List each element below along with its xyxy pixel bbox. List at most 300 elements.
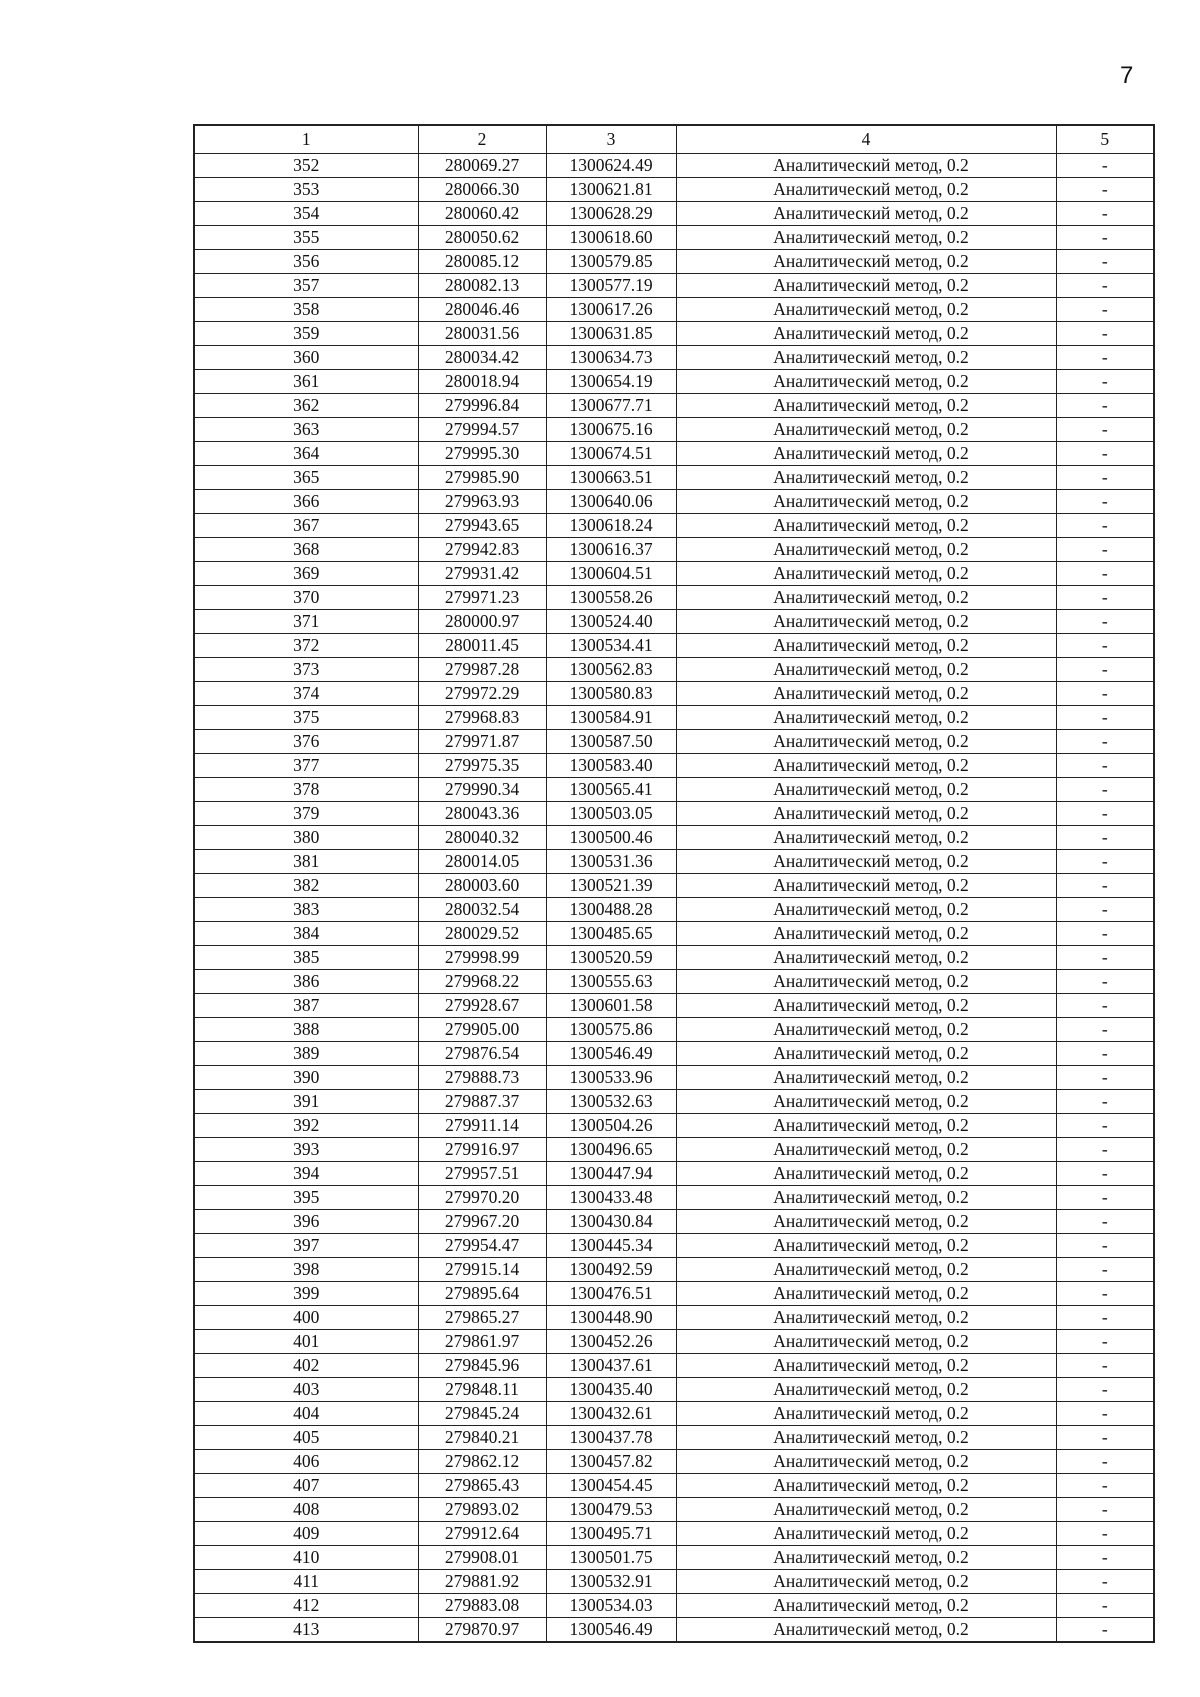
note-cell: - [1056, 490, 1154, 514]
point-number-cell: 389 [194, 1042, 418, 1066]
point-number-cell: 373 [194, 658, 418, 682]
note-cell: - [1056, 346, 1154, 370]
point-number-cell: 401 [194, 1330, 418, 1354]
method-cell: Аналитический метод, 0.2 [676, 1546, 1056, 1570]
y-coordinate-cell: 1300583.40 [546, 754, 676, 778]
x-coordinate-cell: 279931.42 [418, 562, 546, 586]
point-number-cell: 407 [194, 1474, 418, 1498]
note-cell: - [1056, 466, 1154, 490]
table-row [194, 1522, 1154, 1546]
table-row [194, 802, 1154, 826]
note-cell: - [1056, 154, 1154, 178]
y-coordinate-cell: 1300634.73 [546, 346, 676, 370]
y-coordinate-cell: 1300675.16 [546, 418, 676, 442]
method-cell: Аналитический метод, 0.2 [676, 250, 1056, 274]
y-coordinate-cell: 1300479.53 [546, 1498, 676, 1522]
x-coordinate-cell: 279895.64 [418, 1282, 546, 1306]
y-coordinate-cell: 1300476.51 [546, 1282, 676, 1306]
method-cell: Аналитический метод, 0.2 [676, 1354, 1056, 1378]
method-cell: Аналитический метод, 0.2 [676, 586, 1056, 610]
table-row [194, 1234, 1154, 1258]
note-cell: - [1056, 274, 1154, 298]
note-cell: - [1056, 1426, 1154, 1450]
y-coordinate-cell: 1300448.90 [546, 1306, 676, 1330]
point-number-cell: 354 [194, 202, 418, 226]
method-cell: Аналитический метод, 0.2 [676, 802, 1056, 826]
note-cell: - [1056, 658, 1154, 682]
table-row [194, 490, 1154, 514]
x-coordinate-cell: 279971.23 [418, 586, 546, 610]
table-row [194, 394, 1154, 418]
table-row [194, 1018, 1154, 1042]
note-cell: - [1056, 1402, 1154, 1426]
note-cell: - [1056, 634, 1154, 658]
y-coordinate-cell: 1300558.26 [546, 586, 676, 610]
x-coordinate-cell: 279943.65 [418, 514, 546, 538]
x-coordinate-cell: 280014.05 [418, 850, 546, 874]
x-coordinate-cell: 280000.97 [418, 610, 546, 634]
table-row [194, 898, 1154, 922]
table-row [194, 1114, 1154, 1138]
x-coordinate-cell: 280032.54 [418, 898, 546, 922]
header-cell-1: 1 [194, 125, 418, 154]
point-number-cell: 352 [194, 154, 418, 178]
x-coordinate-cell: 279967.20 [418, 1210, 546, 1234]
y-coordinate-cell: 1300584.91 [546, 706, 676, 730]
point-number-cell: 382 [194, 874, 418, 898]
method-cell: Аналитический метод, 0.2 [676, 442, 1056, 466]
table-row [194, 538, 1154, 562]
y-coordinate-cell: 1300503.05 [546, 802, 676, 826]
method-cell: Аналитический метод, 0.2 [676, 682, 1056, 706]
x-coordinate-cell: 279963.93 [418, 490, 546, 514]
note-cell: - [1056, 514, 1154, 538]
method-cell: Аналитический метод, 0.2 [676, 1474, 1056, 1498]
y-coordinate-cell: 1300488.28 [546, 898, 676, 922]
x-coordinate-cell: 279975.35 [418, 754, 546, 778]
x-coordinate-cell: 279985.90 [418, 466, 546, 490]
table-row [194, 1450, 1154, 1474]
table-row [194, 1138, 1154, 1162]
y-coordinate-cell: 1300533.96 [546, 1066, 676, 1090]
method-cell: Аналитический метод, 0.2 [676, 1258, 1056, 1282]
table-row [194, 922, 1154, 946]
note-cell: - [1056, 826, 1154, 850]
method-cell: Аналитический метод, 0.2 [676, 634, 1056, 658]
y-coordinate-cell: 1300621.81 [546, 178, 676, 202]
note-cell: - [1056, 418, 1154, 442]
point-number-cell: 367 [194, 514, 418, 538]
method-cell: Аналитический метод, 0.2 [676, 1306, 1056, 1330]
note-cell: - [1056, 1306, 1154, 1330]
point-number-cell: 384 [194, 922, 418, 946]
point-number-cell: 362 [194, 394, 418, 418]
note-cell: - [1056, 226, 1154, 250]
x-coordinate-cell: 279845.24 [418, 1402, 546, 1426]
method-cell: Аналитический метод, 0.2 [676, 754, 1056, 778]
note-cell: - [1056, 1570, 1154, 1594]
y-coordinate-cell: 1300628.29 [546, 202, 676, 226]
point-number-cell: 381 [194, 850, 418, 874]
method-cell: Аналитический метод, 0.2 [676, 1402, 1056, 1426]
method-cell: Аналитический метод, 0.2 [676, 1522, 1056, 1546]
x-coordinate-cell: 279888.73 [418, 1066, 546, 1090]
x-coordinate-cell: 279915.14 [418, 1258, 546, 1282]
point-number-cell: 375 [194, 706, 418, 730]
method-cell: Аналитический метод, 0.2 [676, 202, 1056, 226]
y-coordinate-cell: 1300604.51 [546, 562, 676, 586]
y-coordinate-cell: 1300500.46 [546, 826, 676, 850]
note-cell: - [1056, 202, 1154, 226]
note-cell: - [1056, 586, 1154, 610]
table-row [194, 658, 1154, 682]
table-row [194, 514, 1154, 538]
point-number-cell: 392 [194, 1114, 418, 1138]
method-cell: Аналитический метод, 0.2 [676, 322, 1056, 346]
note-cell: - [1056, 1066, 1154, 1090]
x-coordinate-cell: 279942.83 [418, 538, 546, 562]
note-cell: - [1056, 802, 1154, 826]
note-cell: - [1056, 1090, 1154, 1114]
method-cell: Аналитический метод, 0.2 [676, 1138, 1056, 1162]
x-coordinate-cell: 279990.34 [418, 778, 546, 802]
table-row [194, 754, 1154, 778]
y-coordinate-cell: 1300579.85 [546, 250, 676, 274]
method-cell: Аналитический метод, 0.2 [676, 1570, 1056, 1594]
x-coordinate-cell: 279876.54 [418, 1042, 546, 1066]
table-row [194, 1546, 1154, 1570]
table-row [194, 1594, 1154, 1618]
table-header-row [194, 125, 1154, 154]
y-coordinate-cell: 1300457.82 [546, 1450, 676, 1474]
x-coordinate-cell: 279928.67 [418, 994, 546, 1018]
note-cell: - [1056, 1498, 1154, 1522]
x-coordinate-cell: 279865.27 [418, 1306, 546, 1330]
y-coordinate-cell: 1300520.59 [546, 946, 676, 970]
y-coordinate-cell: 1300531.36 [546, 850, 676, 874]
y-coordinate-cell: 1300430.84 [546, 1210, 676, 1234]
point-number-cell: 386 [194, 970, 418, 994]
y-coordinate-cell: 1300492.59 [546, 1258, 676, 1282]
method-cell: Аналитический метод, 0.2 [676, 1594, 1056, 1618]
y-coordinate-cell: 1300618.60 [546, 226, 676, 250]
point-number-cell: 399 [194, 1282, 418, 1306]
point-number-cell: 377 [194, 754, 418, 778]
table-row [194, 586, 1154, 610]
method-cell: Аналитический метод, 0.2 [676, 1186, 1056, 1210]
table-row [194, 634, 1154, 658]
table-row [194, 370, 1154, 394]
point-number-cell: 413 [194, 1618, 418, 1643]
y-coordinate-cell: 1300534.03 [546, 1594, 676, 1618]
y-coordinate-cell: 1300674.51 [546, 442, 676, 466]
y-coordinate-cell: 1300433.48 [546, 1186, 676, 1210]
table-row [194, 418, 1154, 442]
y-coordinate-cell: 1300546.49 [546, 1042, 676, 1066]
y-coordinate-cell: 1300532.63 [546, 1090, 676, 1114]
table-row [194, 778, 1154, 802]
table-row [194, 1426, 1154, 1450]
y-coordinate-cell: 1300618.24 [546, 514, 676, 538]
point-number-cell: 378 [194, 778, 418, 802]
note-cell: - [1056, 322, 1154, 346]
y-coordinate-cell: 1300532.91 [546, 1570, 676, 1594]
x-coordinate-cell: 280043.36 [418, 802, 546, 826]
point-number-cell: 372 [194, 634, 418, 658]
table-row [194, 1354, 1154, 1378]
point-number-cell: 371 [194, 610, 418, 634]
y-coordinate-cell: 1300445.34 [546, 1234, 676, 1258]
y-coordinate-cell: 1300565.41 [546, 778, 676, 802]
table-row [194, 1090, 1154, 1114]
note-cell: - [1056, 298, 1154, 322]
note-cell: - [1056, 1234, 1154, 1258]
x-coordinate-cell: 279970.20 [418, 1186, 546, 1210]
note-cell: - [1056, 610, 1154, 634]
method-cell: Аналитический метод, 0.2 [676, 826, 1056, 850]
point-number-cell: 366 [194, 490, 418, 514]
y-coordinate-cell: 1300546.49 [546, 1618, 676, 1643]
x-coordinate-cell: 279916.97 [418, 1138, 546, 1162]
method-cell: Аналитический метод, 0.2 [676, 1042, 1056, 1066]
x-coordinate-cell: 279972.29 [418, 682, 546, 706]
x-coordinate-cell: 279995.30 [418, 442, 546, 466]
method-cell: Аналитический метод, 0.2 [676, 706, 1056, 730]
point-number-cell: 365 [194, 466, 418, 490]
note-cell: - [1056, 898, 1154, 922]
point-number-cell: 409 [194, 1522, 418, 1546]
point-number-cell: 387 [194, 994, 418, 1018]
point-number-cell: 379 [194, 802, 418, 826]
note-cell: - [1056, 1210, 1154, 1234]
x-coordinate-cell: 279911.14 [418, 1114, 546, 1138]
table-row [194, 1162, 1154, 1186]
table-row [194, 322, 1154, 346]
point-number-cell: 369 [194, 562, 418, 586]
table-row [194, 202, 1154, 226]
note-cell: - [1056, 1042, 1154, 1066]
y-coordinate-cell: 1300640.06 [546, 490, 676, 514]
method-cell: Аналитический метод, 0.2 [676, 394, 1056, 418]
point-number-cell: 383 [194, 898, 418, 922]
y-coordinate-cell: 1300601.58 [546, 994, 676, 1018]
x-coordinate-cell: 280034.42 [418, 346, 546, 370]
x-coordinate-cell: 279887.37 [418, 1090, 546, 1114]
table-row [194, 706, 1154, 730]
method-cell: Аналитический метод, 0.2 [676, 658, 1056, 682]
note-cell: - [1056, 178, 1154, 202]
method-cell: Аналитический метод, 0.2 [676, 514, 1056, 538]
x-coordinate-cell: 279987.28 [418, 658, 546, 682]
method-cell: Аналитический метод, 0.2 [676, 1450, 1056, 1474]
point-number-cell: 406 [194, 1450, 418, 1474]
point-number-cell: 358 [194, 298, 418, 322]
note-cell: - [1056, 706, 1154, 730]
x-coordinate-cell: 279994.57 [418, 418, 546, 442]
note-cell: - [1056, 1186, 1154, 1210]
method-cell: Аналитический метод, 0.2 [676, 1378, 1056, 1402]
table-row [194, 970, 1154, 994]
x-coordinate-cell: 279848.11 [418, 1378, 546, 1402]
table-row [194, 682, 1154, 706]
x-coordinate-cell: 280082.13 [418, 274, 546, 298]
method-cell: Аналитический метод, 0.2 [676, 778, 1056, 802]
x-coordinate-cell: 279905.00 [418, 1018, 546, 1042]
note-cell: - [1056, 370, 1154, 394]
method-cell: Аналитический метод, 0.2 [676, 1234, 1056, 1258]
method-cell: Аналитический метод, 0.2 [676, 298, 1056, 322]
x-coordinate-cell: 279968.22 [418, 970, 546, 994]
x-coordinate-cell: 279998.99 [418, 946, 546, 970]
method-cell: Аналитический метод, 0.2 [676, 178, 1056, 202]
y-coordinate-cell: 1300654.19 [546, 370, 676, 394]
x-coordinate-cell: 279996.84 [418, 394, 546, 418]
note-cell: - [1056, 1618, 1154, 1643]
method-cell: Аналитический метод, 0.2 [676, 946, 1056, 970]
table-row [194, 874, 1154, 898]
method-cell: Аналитический метод, 0.2 [676, 490, 1056, 514]
note-cell: - [1056, 1474, 1154, 1498]
table-row [194, 1378, 1154, 1402]
note-cell: - [1056, 1018, 1154, 1042]
table-row [194, 850, 1154, 874]
point-number-cell: 411 [194, 1570, 418, 1594]
x-coordinate-cell: 279865.43 [418, 1474, 546, 1498]
note-cell: - [1056, 874, 1154, 898]
header-cell-3: 3 [546, 125, 676, 154]
y-coordinate-cell: 1300496.65 [546, 1138, 676, 1162]
x-coordinate-cell: 280046.46 [418, 298, 546, 322]
note-cell: - [1056, 1522, 1154, 1546]
method-cell: Аналитический метод, 0.2 [676, 1162, 1056, 1186]
table-row [194, 1306, 1154, 1330]
method-cell: Аналитический метод, 0.2 [676, 1114, 1056, 1138]
y-coordinate-cell: 1300575.86 [546, 1018, 676, 1042]
y-coordinate-cell: 1300631.85 [546, 322, 676, 346]
x-coordinate-cell: 279861.97 [418, 1330, 546, 1354]
method-cell: Аналитический метод, 0.2 [676, 562, 1056, 586]
note-cell: - [1056, 850, 1154, 874]
method-cell: Аналитический метод, 0.2 [676, 1330, 1056, 1354]
point-number-cell: 363 [194, 418, 418, 442]
page-number: 7 [1120, 62, 1134, 89]
method-cell: Аналитический метод, 0.2 [676, 1066, 1056, 1090]
note-cell: - [1056, 1282, 1154, 1306]
table-row [194, 730, 1154, 754]
table-row [194, 1570, 1154, 1594]
y-coordinate-cell: 1300577.19 [546, 274, 676, 298]
x-coordinate-cell: 280018.94 [418, 370, 546, 394]
y-coordinate-cell: 1300485.65 [546, 922, 676, 946]
note-cell: - [1056, 994, 1154, 1018]
note-cell: - [1056, 946, 1154, 970]
note-cell: - [1056, 754, 1154, 778]
note-cell: - [1056, 778, 1154, 802]
x-coordinate-cell: 280066.30 [418, 178, 546, 202]
point-number-cell: 400 [194, 1306, 418, 1330]
point-number-cell: 396 [194, 1210, 418, 1234]
note-cell: - [1056, 1546, 1154, 1570]
method-cell: Аналитический метод, 0.2 [676, 418, 1056, 442]
method-cell: Аналитический метод, 0.2 [676, 610, 1056, 634]
point-number-cell: 376 [194, 730, 418, 754]
point-number-cell: 370 [194, 586, 418, 610]
note-cell: - [1056, 562, 1154, 586]
method-cell: Аналитический метод, 0.2 [676, 730, 1056, 754]
y-coordinate-cell: 1300501.75 [546, 1546, 676, 1570]
table-row [194, 442, 1154, 466]
table-row [194, 1258, 1154, 1282]
y-coordinate-cell: 1300562.83 [546, 658, 676, 682]
coordinates-table [193, 124, 1155, 1643]
point-number-cell: 397 [194, 1234, 418, 1258]
table-row [194, 346, 1154, 370]
note-cell: - [1056, 1114, 1154, 1138]
x-coordinate-cell: 279971.87 [418, 730, 546, 754]
note-cell: - [1056, 1450, 1154, 1474]
x-coordinate-cell: 279881.92 [418, 1570, 546, 1594]
method-cell: Аналитический метод, 0.2 [676, 1018, 1056, 1042]
y-coordinate-cell: 1300454.45 [546, 1474, 676, 1498]
x-coordinate-cell: 280040.32 [418, 826, 546, 850]
method-cell: Аналитический метод, 0.2 [676, 850, 1056, 874]
point-number-cell: 368 [194, 538, 418, 562]
x-coordinate-cell: 280050.62 [418, 226, 546, 250]
table-row [194, 250, 1154, 274]
method-cell: Аналитический метод, 0.2 [676, 994, 1056, 1018]
point-number-cell: 385 [194, 946, 418, 970]
y-coordinate-cell: 1300437.78 [546, 1426, 676, 1450]
x-coordinate-cell: 279908.01 [418, 1546, 546, 1570]
point-number-cell: 403 [194, 1378, 418, 1402]
point-number-cell: 391 [194, 1090, 418, 1114]
x-coordinate-cell: 279968.83 [418, 706, 546, 730]
point-number-cell: 393 [194, 1138, 418, 1162]
note-cell: - [1056, 1354, 1154, 1378]
table-row [194, 1498, 1154, 1522]
point-number-cell: 402 [194, 1354, 418, 1378]
point-number-cell: 356 [194, 250, 418, 274]
note-cell: - [1056, 1594, 1154, 1618]
note-cell: - [1056, 1258, 1154, 1282]
note-cell: - [1056, 1138, 1154, 1162]
point-number-cell: 394 [194, 1162, 418, 1186]
x-coordinate-cell: 280060.42 [418, 202, 546, 226]
note-cell: - [1056, 250, 1154, 274]
note-cell: - [1056, 394, 1154, 418]
method-cell: Аналитический метод, 0.2 [676, 1210, 1056, 1234]
y-coordinate-cell: 1300495.71 [546, 1522, 676, 1546]
point-number-cell: 353 [194, 178, 418, 202]
method-cell: Аналитический метод, 0.2 [676, 154, 1056, 178]
point-number-cell: 364 [194, 442, 418, 466]
point-number-cell: 405 [194, 1426, 418, 1450]
method-cell: Аналитический метод, 0.2 [676, 1498, 1056, 1522]
y-coordinate-cell: 1300504.26 [546, 1114, 676, 1138]
point-number-cell: 404 [194, 1402, 418, 1426]
point-number-cell: 395 [194, 1186, 418, 1210]
note-cell: - [1056, 538, 1154, 562]
note-cell: - [1056, 730, 1154, 754]
note-cell: - [1056, 442, 1154, 466]
x-coordinate-cell: 280003.60 [418, 874, 546, 898]
x-coordinate-cell: 280031.56 [418, 322, 546, 346]
method-cell: Аналитический метод, 0.2 [676, 874, 1056, 898]
note-cell: - [1056, 922, 1154, 946]
table-row [194, 946, 1154, 970]
header-cell-4: 4 [676, 125, 1056, 154]
x-coordinate-cell: 279862.12 [418, 1450, 546, 1474]
